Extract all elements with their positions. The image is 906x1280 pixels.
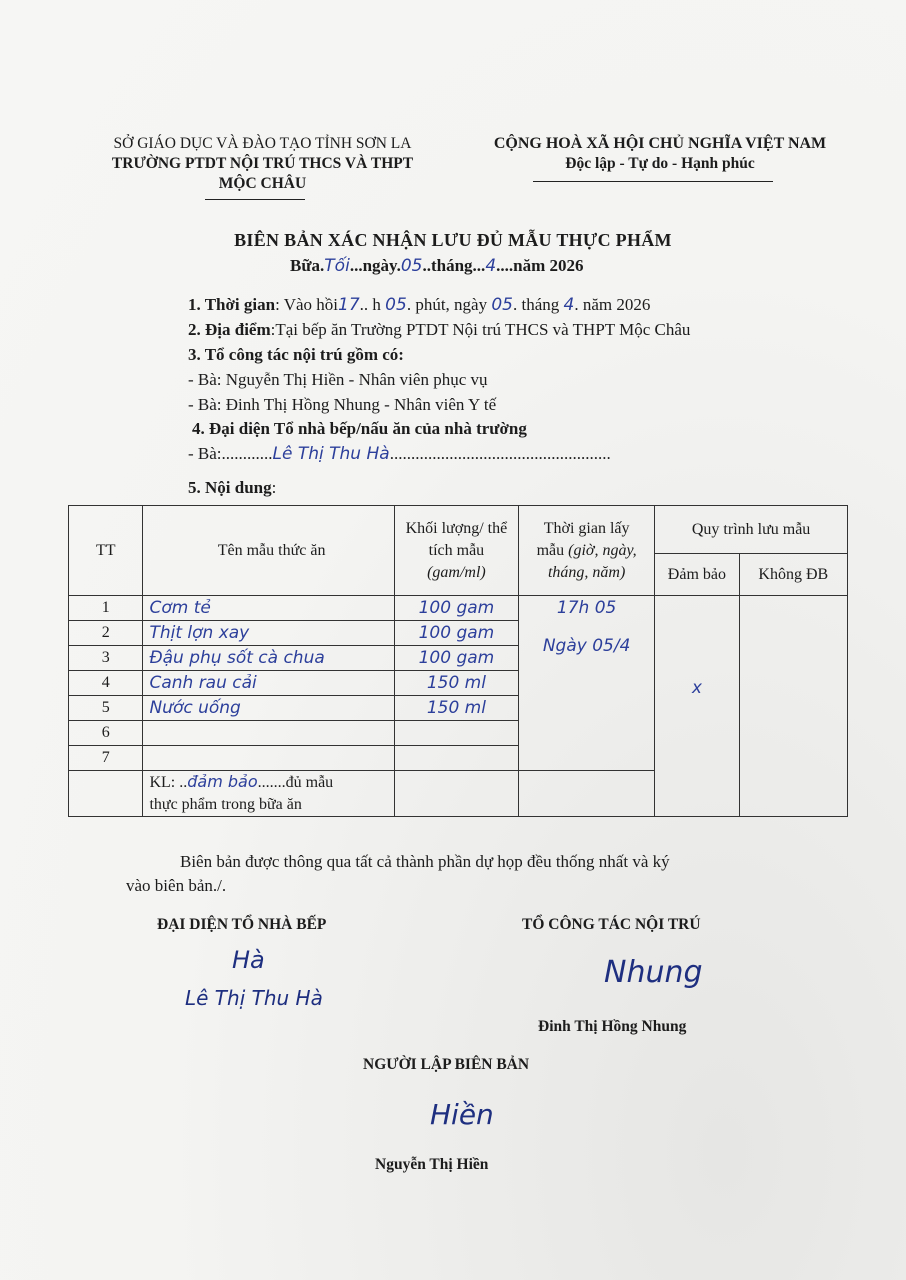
row-food-name bbox=[143, 746, 394, 771]
conclusion-cell bbox=[143, 771, 394, 817]
row-tt: 1 bbox=[69, 596, 143, 621]
col-ensured: Đảm bảo bbox=[655, 554, 739, 596]
row-tt: 3 bbox=[69, 646, 143, 671]
row-tt: 4 bbox=[69, 671, 143, 696]
col-time-line2-a: mẫu bbox=[536, 541, 569, 559]
school-location: MỘC CHÂU bbox=[218, 175, 307, 192]
col-time-line2 bbox=[519, 540, 654, 562]
table-header-row bbox=[69, 506, 848, 554]
conclusion-hw: đảm bảo bbox=[187, 772, 258, 791]
meal-value: Tối bbox=[324, 256, 350, 276]
conclusion-time-cell bbox=[519, 771, 655, 817]
team-member-1: - Bà: Nguyễn Thị Hiền - Nhân viên phục vụ bbox=[188, 370, 488, 389]
row-weight: 150 ml bbox=[394, 671, 518, 696]
col-name: Tên mẫu thức ăn bbox=[143, 506, 394, 596]
row-food-name: Thịt lợn xay bbox=[143, 621, 394, 646]
section-location bbox=[188, 320, 690, 340]
col-process: Quy trình lưu mẫu bbox=[655, 506, 848, 554]
day-value: 05 bbox=[400, 256, 423, 276]
kitchen-name-handwritten: Lê Thị Thu Hà bbox=[185, 986, 323, 1010]
closing-line-1: Biên bản được thông qua tất cả thành phần dự họp đều thống nhất và ký bbox=[180, 852, 670, 871]
section-content-label: 5. Nội dung bbox=[188, 478, 272, 497]
food-sample-table bbox=[68, 505, 848, 817]
maker-sign-title: NGƯỜI LẬP BIÊN BẢN bbox=[363, 1056, 530, 1073]
month-label: ..tháng... bbox=[422, 256, 486, 275]
boarding-signer-name: Đinh Thị Hồng Nhung bbox=[538, 1018, 687, 1035]
kitchen-rep-suffix: .................................................... bbox=[389, 444, 611, 463]
time-month: 4 bbox=[563, 295, 575, 315]
boarding-signature: Nhung bbox=[604, 955, 703, 990]
time-hw-1: 17h 05 bbox=[556, 598, 617, 618]
row-weight bbox=[394, 721, 518, 746]
time-day: 05 bbox=[491, 295, 513, 315]
row-weight: 150 ml bbox=[394, 696, 518, 721]
table-row bbox=[69, 596, 848, 621]
section-content bbox=[188, 478, 276, 498]
time-text-2: .. h bbox=[359, 295, 381, 314]
row-weight bbox=[394, 746, 518, 771]
conclusion-suffix: .......đủ mẫu bbox=[257, 774, 334, 791]
school-name: TRƯỜNG PTDT NỘI TRÚ THCS VÀ THPT bbox=[111, 155, 414, 172]
header-right-underline bbox=[533, 181, 773, 182]
col-time-line3: tháng, năm) bbox=[547, 563, 626, 581]
time-text-1: : Vào hồi bbox=[275, 295, 339, 314]
kitchen-sign-title: ĐẠI DIỆN TỔ NHÀ BẾP bbox=[157, 916, 327, 933]
col-not-ensured: Không ĐB bbox=[739, 554, 847, 596]
maker-signer-name: Nguyễn Thị Hiền bbox=[375, 1156, 489, 1173]
col-time-line1: Thời gian lấy bbox=[543, 519, 630, 537]
department-name: SỞ GIÁO DỤC VÀ ĐÀO TẠO TỈNH SƠN LA bbox=[113, 135, 412, 152]
meal-line bbox=[290, 256, 584, 276]
document-title: BIÊN BẢN XÁC NHẬN LƯU ĐỦ MẪU THỰC PHẨM bbox=[234, 230, 672, 250]
header-right bbox=[470, 134, 850, 174]
section-content-colon: : bbox=[271, 478, 277, 497]
boarding-sign-title: TỔ CÔNG TÁC NỘI TRÚ bbox=[522, 916, 701, 933]
closing-line-2: vào biên bản./. bbox=[126, 876, 227, 895]
section-team-label: 3. Tổ công tác nội trú gồm có: bbox=[188, 345, 404, 364]
header-left-underline bbox=[205, 199, 305, 200]
kitchen-rep-name: Lê Thị Thu Hà bbox=[272, 444, 390, 464]
country-name: CỘNG HOÀ XÃ HỘI CHỦ NGHĨA VIỆT NAM bbox=[493, 135, 827, 152]
maker-signature: Hiền bbox=[430, 1098, 494, 1131]
ensured-merged-cell bbox=[655, 596, 739, 817]
conclusion-prefix: KL: .. bbox=[149, 774, 188, 791]
col-weight-line2: tích mẫu bbox=[428, 541, 485, 559]
section-kitchen-label: 4. Đại diện Tổ nhà bếp/nấu ăn của nhà trường bbox=[192, 419, 527, 438]
row-food-name: Nước uống bbox=[143, 696, 394, 721]
meal-prefix: Bữa. bbox=[290, 256, 325, 275]
time-hour: 17 bbox=[338, 295, 360, 315]
row-food-name bbox=[143, 721, 394, 746]
col-tt: TT bbox=[69, 506, 143, 596]
col-weight-line1: Khối lượng/ thể bbox=[405, 519, 508, 537]
year-label: ....năm 2026 bbox=[496, 256, 584, 275]
kitchen-rep-prefix: - Bà:............ bbox=[188, 444, 273, 463]
section-time-label: 1. Thời gian bbox=[188, 295, 276, 314]
row-tt: 7 bbox=[69, 746, 143, 771]
time-minute: 05 bbox=[385, 295, 407, 315]
conclusion-line1 bbox=[149, 771, 393, 794]
row-weight: 100 gam bbox=[394, 646, 518, 671]
conclusion-line2: thực phẩm trong bữa ăn bbox=[149, 796, 302, 813]
kitchen-rep-line bbox=[188, 444, 611, 464]
row-tt: 6 bbox=[69, 721, 143, 746]
conclusion-weight-cell bbox=[394, 771, 518, 817]
section-location-label: 2. Địa điểm bbox=[188, 320, 271, 339]
time-text-4: . tháng bbox=[512, 295, 560, 314]
time-text-5: . năm 2026 bbox=[574, 295, 651, 314]
section-location-text: :Tại bếp ăn Trường PTDT Nội trú THCS và THPT Mộc Châu bbox=[270, 320, 691, 339]
row-weight: 100 gam bbox=[394, 621, 518, 646]
row-tt: 5 bbox=[69, 696, 143, 721]
kitchen-signature: Hà bbox=[232, 946, 265, 974]
row-tt: 2 bbox=[69, 621, 143, 646]
header-left bbox=[90, 134, 435, 194]
row-food-name: Đậu phụ sốt cà chua bbox=[143, 646, 394, 671]
time-text-3: . phút, ngày bbox=[406, 295, 488, 314]
row-food-name: Canh rau cải bbox=[143, 671, 394, 696]
time-merged-cell bbox=[519, 596, 655, 771]
col-time-line2-b: (giờ, ngày, bbox=[568, 541, 637, 559]
col-time bbox=[519, 506, 655, 596]
not-ensured-merged-cell bbox=[739, 596, 847, 817]
row-food-name: Cơm tẻ bbox=[143, 596, 394, 621]
time-hw-2: Ngày 05/4 bbox=[542, 636, 631, 656]
col-weight-line3: (gam/ml) bbox=[427, 563, 486, 581]
team-member-2: - Bà: Đinh Thị Hồng Nhung - Nhân viên Y tế bbox=[188, 395, 497, 414]
motto: Độc lập - Tự do - Hạnh phúc bbox=[565, 155, 755, 172]
ensured-mark: x bbox=[691, 678, 702, 698]
row-weight: 100 gam bbox=[394, 596, 518, 621]
conclusion-tt-cell bbox=[69, 771, 143, 817]
day-label: ...ngày. bbox=[349, 256, 401, 275]
section-time bbox=[188, 295, 650, 315]
col-weight bbox=[394, 506, 518, 596]
month-value: 4 bbox=[485, 256, 497, 276]
